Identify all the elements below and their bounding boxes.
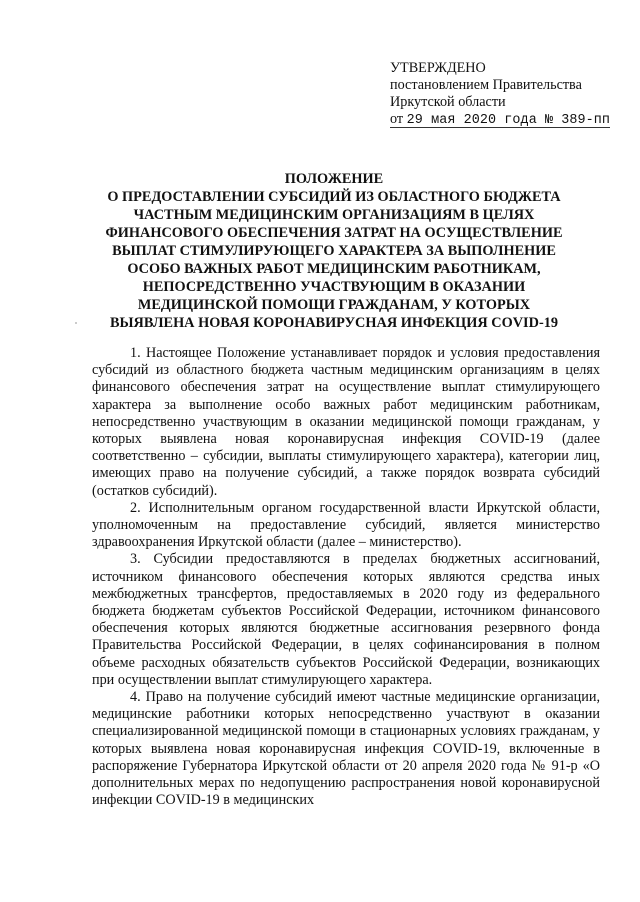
approval-line-2: Иркутской области <box>390 94 506 110</box>
document-title <box>64 170 604 332</box>
title-line: НЕПОСРЕДСТВЕННО УЧАСТВУЮЩИМ В ОКАЗАНИИ <box>142 279 526 295</box>
paragraph-2: 2. Исполнительным органом государственной власти Иркутской области, уполномоченным на предоставление субсидий, является министерство здравоохранения Иркутской области (далее – министерство). <box>92 499 600 551</box>
title-line: ВЫПЛАТ СТИМУЛИРУЮЩЕГО ХАРАКТЕРА ЗА ВЫПОЛНЕНИЕ <box>112 243 556 259</box>
title-line: ВЫЯВЛЕНА НОВАЯ КОРОНАВИРУСНАЯ ИНФЕКЦИЯ COVID-19 <box>109 315 559 331</box>
document-body <box>92 345 600 809</box>
title-line: МЕДИЦИНСКОЙ ПОМОЩИ ГРАЖДАНАМ, У КОТОРЫХ <box>137 297 531 313</box>
title-line: ФИНАНСОВОГО ОБЕСПЕЧЕНИЯ ЗАТРАТ НА ОСУЩЕСТВЛЕНИЕ <box>105 225 563 241</box>
title-line: О ПРЕДОСТАВЛЕНИИ СУБСИДИЙ ИЗ ОБЛАСТНОГО БЮДЖЕТА <box>107 189 561 205</box>
approval-date-prefix: от <box>390 111 404 127</box>
title-line: ОСОБО ВАЖНЫХ РАБОТ МЕДИЦИНСКИМ РАБОТНИКАМ, <box>127 261 541 277</box>
approval-line-1: постановлением Правительства <box>390 77 582 93</box>
approval-stamp <box>390 60 630 129</box>
paragraph-3: 3. Субсидии предоставляются в пределах бюджетных ассигнований, источником финансового обеспечения которых являются средства иных межбюджетных трансфертов, предоставляемых в 2020 году из федерального бюджета бюджетам субъектов Российской Федерации, источником финансового обеспечения которых являются бюджетные ассигнования резервного фонда Правительства Российской Федерации, в целях софинансирования в полном объеме расходных обязательств субъектов Российской Федерации, возникающих при осуществлении выплат стимулирующего характера. <box>92 551 600 688</box>
approval-label: УТВЕРЖДЕНО <box>390 60 486 76</box>
approval-date-line <box>390 111 630 129</box>
paragraph-4: 4. Право на получение субсидий имеют частные медицинские организации, медицинские работники которых непосредственно участвуют в оказании специализированной медицинской помощи в стационарных условиях гражданам, у которых выявлена новая коронавирусная инфекция COVID-19, включенные в распоряжение Губернатора Иркутской области от 20 апреля 2020 года № 91-р «О дополнительных мерах по недопущению распространения новой коронавирусной инфекции COVID-19 в медицинских <box>92 689 600 809</box>
title-line: ЧАСТНЫМ МЕДИЦИНСКИМ ОРГАНИЗАЦИЯМ В ЦЕЛЯХ <box>133 207 535 223</box>
title-line: ПОЛОЖЕНИЕ <box>284 171 384 187</box>
paragraph-1: 1. Настоящее Положение устанавливает порядок и условия предоставления субсидий из областного бюджета частным медицинским организациям в целях финансового обеспечения затрат на осуществление выплат стимулирующего характера за выполнение особо важных работ медицинским работникам, непосредственно участвующим в оказании медицинской помощи гражданам, у которых выявлена новая коронавирусная инфекция COVID-19 (далее соответственно – субсидии, выплаты стимулирующего характера), категории лиц, имеющих право на получение субсидий, а также порядок возврата субсидий (остатков субсидий). <box>92 345 600 499</box>
approval-date-value: 29 мая 2020 года № 389-пп <box>406 113 611 128</box>
